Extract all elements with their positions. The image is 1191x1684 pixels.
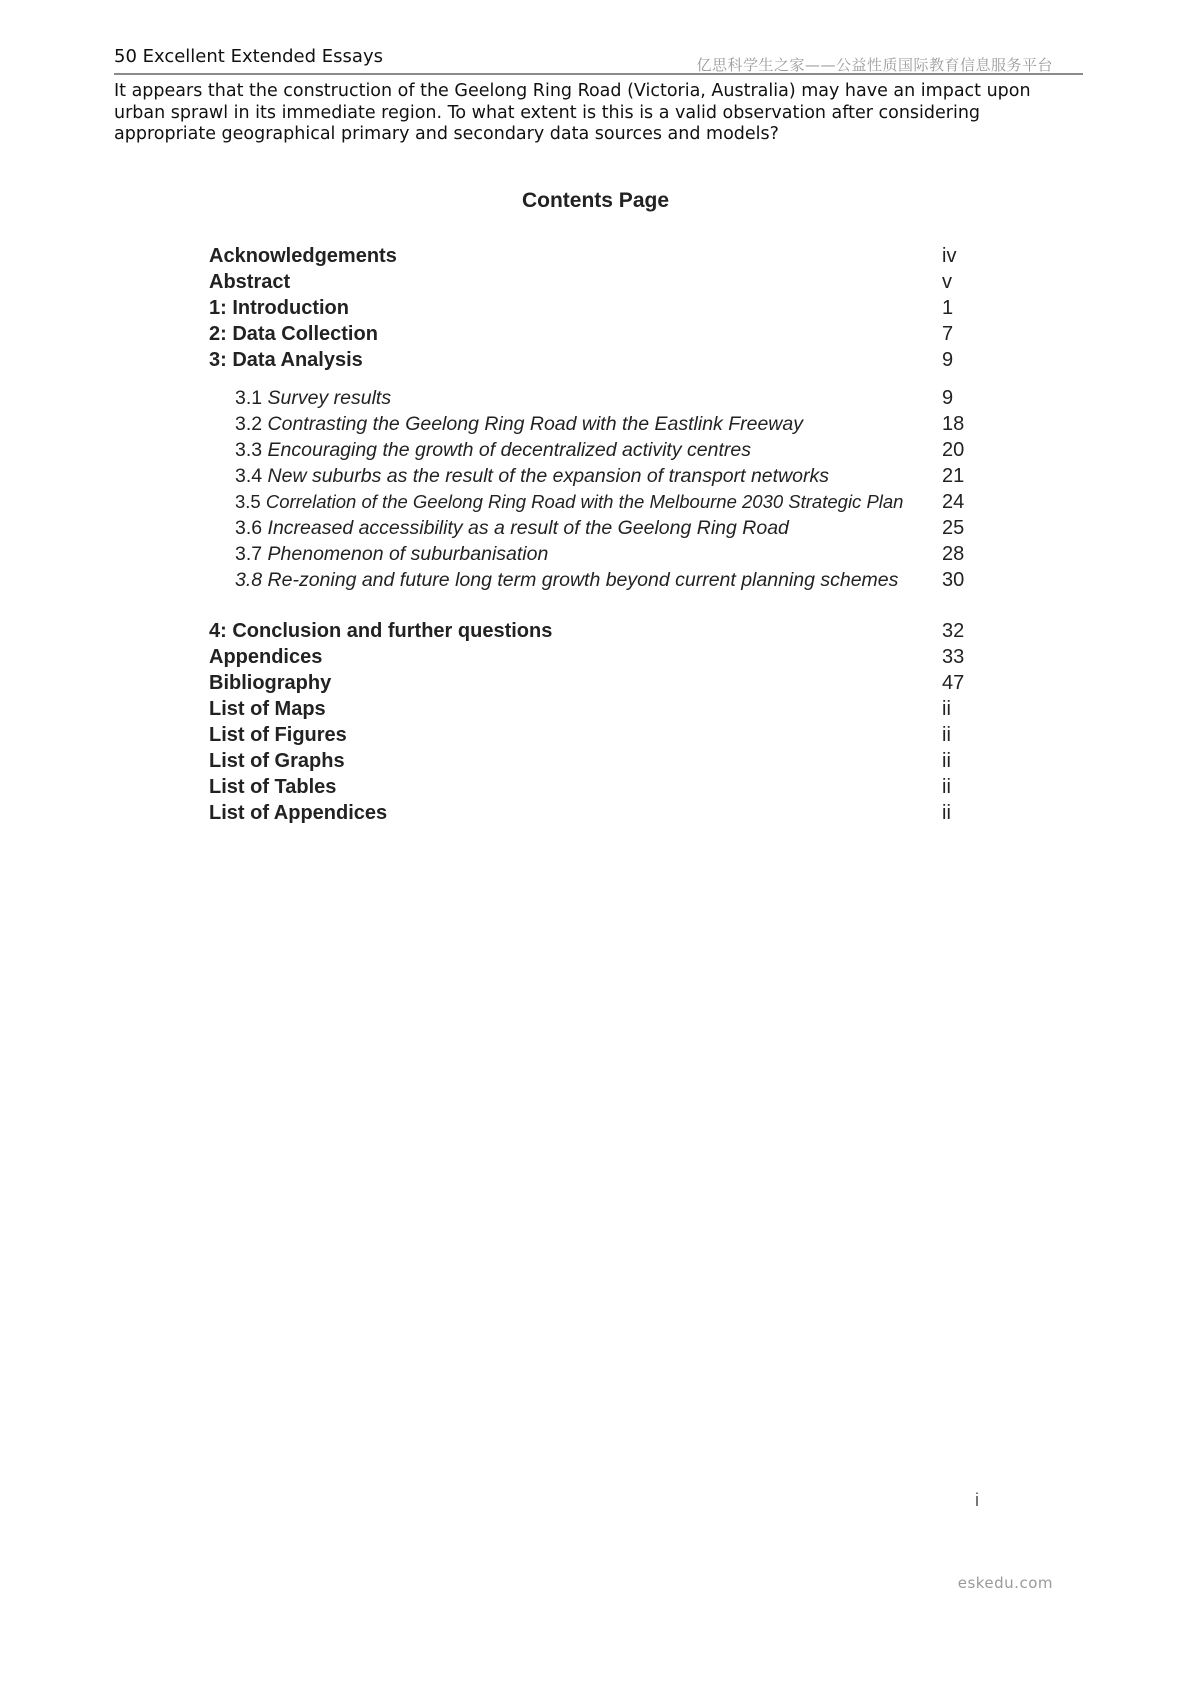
- toc-subentry-title: Contrasting the Geelong Ring Road with the Eastlink Freeway: [267, 413, 803, 435]
- toc-entry-label: 2: Data Collection: [209, 323, 378, 345]
- toc-entry-label: List of Tables: [209, 776, 337, 798]
- footer-watermark: eskedu.com: [957, 1574, 1053, 1592]
- toc-subentry: [209, 515, 969, 541]
- toc-subentry-number: 3.7: [235, 543, 263, 565]
- toc-subentry: [209, 489, 969, 515]
- toc-subentry: [209, 463, 969, 489]
- toc-title: Contents Page: [521, 189, 670, 212]
- toc-subentry-title: Increased accessibility as a result of the Geelong Ring Road: [267, 517, 789, 539]
- toc-subentry-number: 3.2: [235, 413, 263, 435]
- toc-entry-label: List of Appendices: [209, 802, 388, 824]
- toc-subentry: [209, 385, 969, 411]
- toc-subentry-page: 25: [942, 517, 965, 539]
- toc-entry-page: ii: [942, 802, 951, 824]
- toc-entry: [209, 800, 969, 826]
- toc-entry: [209, 696, 969, 722]
- toc-entry-page: 33: [942, 646, 965, 668]
- toc-entry: [209, 347, 969, 373]
- toc-subentry-number: 3.1: [235, 387, 263, 409]
- toc-entry-label: 4: Conclusion and further questions: [209, 620, 553, 642]
- toc-entry-page: v: [942, 271, 952, 293]
- toc-entry-label: 1: Introduction: [209, 297, 349, 319]
- toc-subentry-page: 30: [942, 569, 965, 591]
- toc-entry-page: 47: [942, 672, 965, 694]
- research-question: It appears that the construction of the Geelong Ring Road (Victoria, Australia) may have an impact upon urban sprawl in its immediate region. To what extent is this is a valid observation after considering appropriate geographical primary and secondary data sources and models?: [114, 81, 1031, 144]
- toc-subentry-page: 20: [942, 439, 965, 461]
- toc-entry: [209, 269, 969, 295]
- toc-entry-label: Appendices: [209, 646, 323, 668]
- toc-entry: [209, 670, 969, 696]
- toc-subentry-page: 18: [942, 413, 965, 435]
- toc-entry-page: ii: [942, 750, 951, 772]
- toc-entry-label: List of Graphs: [209, 750, 345, 772]
- toc-entry: [209, 618, 969, 644]
- toc-entry-page: 1: [942, 297, 954, 319]
- toc-entry: [209, 295, 969, 321]
- toc-entry: [209, 722, 969, 748]
- toc-entry: [209, 321, 969, 347]
- toc-entry-page: ii: [942, 724, 951, 746]
- toc-entry: [209, 243, 969, 269]
- toc-subentry-title: Encouraging the growth of decentralized activity centres: [267, 439, 751, 461]
- toc-subentry-title: New suburbs as the result of the expansion of transport networks: [267, 465, 829, 487]
- header-rule: [114, 73, 1083, 75]
- page-number: i: [975, 1490, 979, 1510]
- toc-subentry: [209, 437, 969, 463]
- toc-entry-page: 9: [942, 349, 954, 371]
- toc-subentry: [209, 411, 969, 437]
- toc-entry-label: List of Figures: [209, 724, 347, 746]
- toc-subentry-number: 3.3: [235, 439, 263, 461]
- toc-subentry-page: 9: [942, 387, 954, 409]
- toc-entry: [209, 748, 969, 774]
- toc-subentry-page: 28: [942, 543, 965, 565]
- toc-entry-page: ii: [942, 698, 951, 720]
- toc-subentry: [209, 541, 969, 567]
- toc-subentry-number: 3.5: [235, 491, 261, 512]
- toc-subentry-page: 21: [942, 465, 965, 487]
- toc-subentry-title: Re-zoning and future long term growth beyond current planning schemes: [267, 569, 899, 591]
- toc-entry-page: 32: [942, 620, 965, 642]
- toc-entry-label: 3: Data Analysis: [209, 349, 363, 371]
- toc-subentry-number: 3.8: [235, 569, 263, 591]
- header-book-title: 50 Excellent Extended Essays: [114, 46, 383, 67]
- toc-entry-label: Bibliography: [209, 672, 332, 694]
- toc-entry-page: iv: [942, 245, 957, 267]
- toc-subentry-number: 3.6: [235, 517, 263, 539]
- toc-entry: [209, 774, 969, 800]
- toc-subentry: [209, 567, 969, 593]
- toc-subentry-title: Phenomenon of suburbanisation: [267, 543, 549, 565]
- toc-subentry-title: Correlation of the Geelong Ring Road with the Melbourne 2030 Strategic Plan: [265, 491, 904, 512]
- header-site-name: 亿思科学生之家——公益性质国际教育信息服务平台: [696, 56, 1053, 74]
- toc-subentry-number: 3.4: [235, 465, 263, 487]
- toc-entry: [209, 644, 969, 670]
- toc-entry-page: 7: [942, 323, 954, 345]
- toc-subentry-title: Survey results: [267, 387, 392, 409]
- toc-entry-label: Abstract: [209, 271, 291, 293]
- toc-entry-label: Acknowledgements: [209, 245, 397, 267]
- toc-entry-page: ii: [942, 776, 951, 798]
- toc-entry-label: List of Maps: [209, 698, 326, 720]
- toc-subentry-page: 24: [942, 491, 965, 513]
